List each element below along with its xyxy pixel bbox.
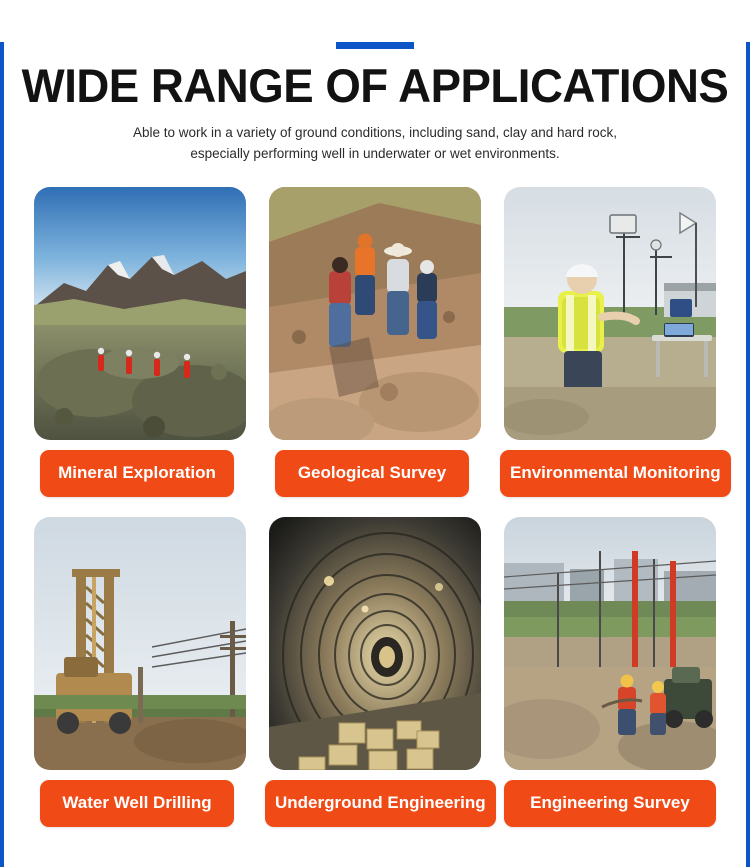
card-label: Engineering Survey [504,780,716,827]
application-card-mineral-exploration[interactable] [34,187,246,505]
card-label: Underground Engineering [265,780,496,827]
subtitle-line-2: especially performing well in underwater or wet environments. [190,146,560,162]
card-label: Environmental Monitoring [500,450,731,497]
application-card-geological-survey[interactable] [269,187,481,505]
geological-survey-photo [269,187,481,440]
water-well-drilling-photo [34,517,246,770]
application-card-underground-engineering[interactable] [269,517,486,835]
card-label: Water Well Drilling [40,780,234,827]
underground-engineering-photo [269,517,481,770]
page-title: WIDE RANGE OF APPLICATIONS [21,59,729,112]
application-card-environmental-monitoring[interactable] [504,187,721,505]
applications-page [0,42,750,867]
page-subtitle [110,123,640,165]
engineering-survey-photo [504,517,716,770]
accent-bar [336,42,414,49]
applications-grid [34,187,721,835]
application-card-engineering-survey[interactable] [504,517,716,835]
card-label: Mineral Exploration [40,450,234,497]
environmental-monitoring-photo [504,187,716,440]
mineral-exploration-photo [34,187,246,440]
subtitle-line-1: Able to work in a variety of ground conditions, including sand, clay and hard rock, [132,125,618,141]
card-label: Geological Survey [275,450,469,497]
application-card-water-well-drilling[interactable] [34,517,246,835]
